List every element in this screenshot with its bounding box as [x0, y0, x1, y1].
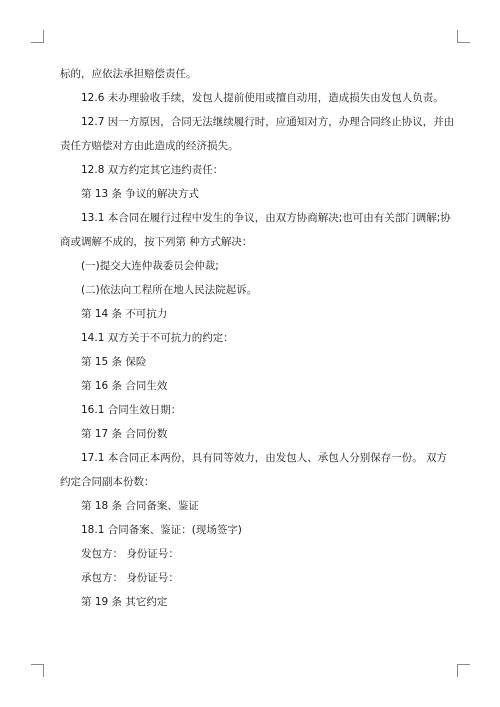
- paragraph-9: (一)提交大连仲裁委员会仲裁;: [81, 260, 219, 272]
- paragraph-20: 18.1 合同备案、鉴证：(现场签字): [81, 524, 242, 536]
- article-heading-15: 第 15 条 保险: [81, 356, 147, 368]
- crop-mark-top-left: [31, 30, 44, 43]
- paragraph-8: 商或调解不成的，按下列第 种方式解决：: [60, 236, 253, 248]
- paragraph-12: 14.1 双方关于不可抗力的约定：: [81, 332, 234, 344]
- article-heading-17: 第 17 条 合同份数: [81, 428, 168, 440]
- crop-mark-bottom-left: [31, 664, 44, 677]
- crop-mark-top-right: [457, 30, 470, 43]
- paragraph-2: 12.6 未办理验收手续，发包人提前使用或擅自动用，造成损失由发包人负责。: [81, 92, 444, 104]
- paragraph-5: 12.8 双方约定其它违约责任：: [81, 164, 224, 176]
- article-heading-14: 第 14 条 不可抗力: [81, 308, 168, 320]
- paragraph-10: (二)依法向工程所在地人民法院起诉。: [81, 284, 258, 296]
- paragraph-15: 16.1 合同生效日期：: [81, 404, 182, 416]
- article-heading-19: 第 19 条 其它约定: [81, 596, 168, 608]
- paragraph-17: 17.1 本合同正本两份，具有同等效力，由发包人、承包人分别保存一份。 双方: [81, 452, 448, 464]
- article-heading-18: 第 18 条 合同备案、鉴证: [81, 500, 199, 512]
- paragraph-21: 发包方： 身份证号：: [81, 548, 179, 560]
- article-heading-13: 第 13 条 争议的解决方式: [81, 188, 199, 200]
- paragraph-1: 标的，应依法承担赔偿责任。: [60, 68, 197, 80]
- paragraph-22: 承包方： 身份证号：: [81, 572, 179, 584]
- crop-mark-bottom-right: [457, 664, 470, 677]
- paragraph-4: 责任方赔偿对方由此造成的经济损失。: [60, 140, 239, 152]
- paragraph-18: 约定合同副本份数：: [60, 476, 155, 488]
- document-body: [60, 62, 455, 614]
- paragraph-3: 12.7 因一方原因，合同无法继续履行时，应通知对方，办理合同终止协议，并由: [81, 116, 455, 128]
- article-heading-16: 第 16 条 合同生效: [81, 380, 168, 392]
- paragraph-7: 13.1 本合同在履行过程中发生的争议，由双方协商解决;也可由有关部门调解;协: [81, 212, 451, 224]
